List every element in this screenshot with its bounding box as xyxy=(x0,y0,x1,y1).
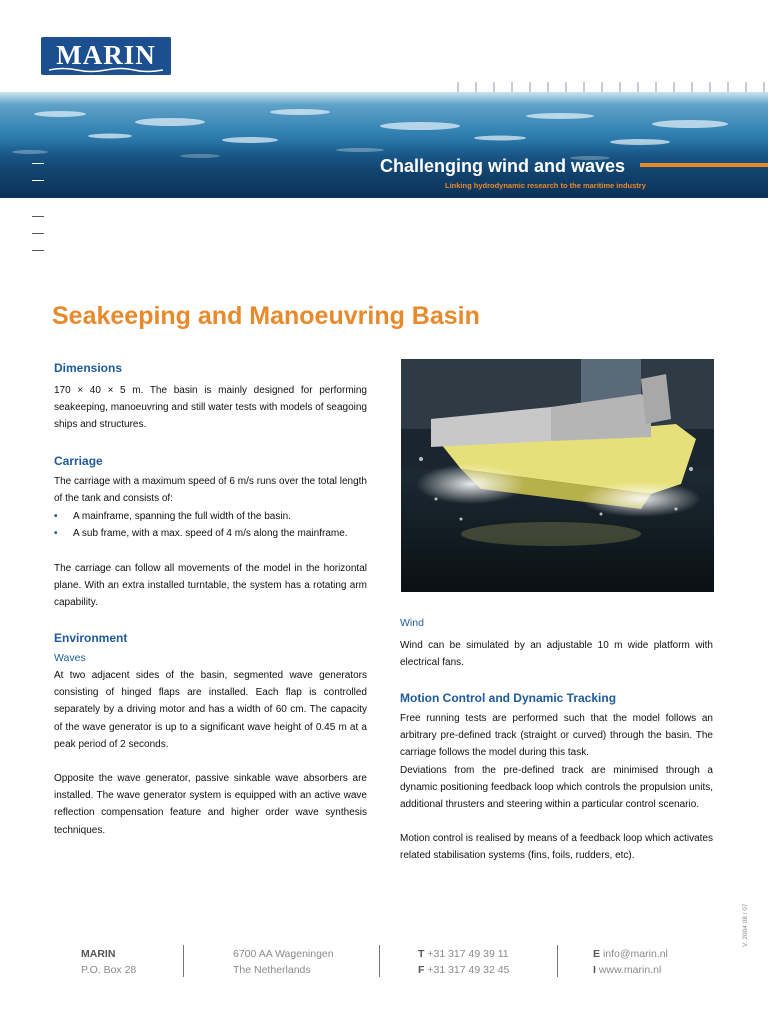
motion-heading: Motion Control and Dynamic Tracking xyxy=(400,691,617,705)
sea-banner xyxy=(0,92,768,198)
margin-dash xyxy=(32,233,44,234)
footer-e-label: E xyxy=(593,948,601,960)
margin-dash xyxy=(32,180,44,181)
footer-contact xyxy=(593,947,668,978)
carriage-heading: Carriage xyxy=(54,454,103,468)
carriage-text: The carriage can follow all movements of the model in the horizontal plane. With an extra installed turntable, the system has a rotating arm capability. xyxy=(54,563,367,609)
footer-phones xyxy=(418,947,509,978)
sea-image xyxy=(0,92,768,198)
margin-dash xyxy=(32,216,44,217)
version-stamp: V. 2004 08 / 07 xyxy=(742,903,749,947)
marin-logo xyxy=(41,37,171,75)
carriage-intro: The carriage with a maximum speed of 6 m/s runs over the total length of the tank and consists of: xyxy=(54,476,367,505)
footer-address-line2: The Netherlands xyxy=(233,963,311,976)
carriage-bullet-list xyxy=(54,508,374,542)
footer-divider xyxy=(379,945,380,977)
dimensions-text: 170 × 40 × 5 m. The basin is mainly designed for performing seakeeping, manoeuvring and still water tests with models of seagoing ships and structures. xyxy=(54,385,367,431)
motion-text-2: Deviations from the pre-defined track are minimised through a dynamic positioning feedback loop which controls the propulsion units, additional thrusters and steering within a particular control scenario. xyxy=(400,765,713,811)
banner-subtitle: Linking hydrodynamic research to the maritime industry xyxy=(445,181,646,190)
margin-dash xyxy=(32,163,44,164)
footer-phone: +31 317 49 39 11 xyxy=(427,948,509,960)
waves-text-2: Opposite the wave generator, passive sinkable wave absorbers are installed. The wave generator system is equipped with an active wave reflection compensation feature and higher order wave synthesis techniques. xyxy=(54,773,367,836)
list-item: • A mainframe, spanning the full width of the basin. xyxy=(54,508,374,525)
wind-heading: Wind xyxy=(400,617,424,629)
footer-divider xyxy=(557,945,558,977)
margin-dash xyxy=(32,250,44,251)
footer-org-name: MARIN xyxy=(81,948,116,960)
footer-fax: +31 317 49 32 45 xyxy=(427,963,510,976)
footer-i-label: I xyxy=(593,963,596,976)
footer-email-link[interactable]: info@marin.nl xyxy=(602,948,668,960)
logo-wave-icon xyxy=(49,67,163,73)
waves-text-1: At two adjacent sides of the basin, segmented wave generators consisting of hinged flaps are installed. Each flap is controlled separately by a driving motor and has a width of 60 cm. The capacity of the wave generator is up to a significant wave height of 0.45 m at a peak period of 2 seconds. xyxy=(54,670,367,750)
tagline-accent-bar xyxy=(640,163,768,167)
dimensions-heading: Dimensions xyxy=(54,361,123,375)
footer-f-label: F xyxy=(418,963,425,976)
logo-text: MARIN xyxy=(56,40,156,70)
ship-model-image xyxy=(401,359,714,592)
footer-divider xyxy=(183,945,184,977)
motion-text-1: Free running tests are performed such that the model follows an arbitrary pre-defined track (straight or curved) through the basin. The carriage follows the model during this task. xyxy=(400,713,713,759)
environment-heading: Environment xyxy=(54,631,128,645)
wind-text: Wind can be simulated by an adjustable 10 m wide platform with electrical fans. xyxy=(400,640,713,669)
motion-text-3: Motion control is realised by means of a feedback loop which activates related stabilisation systems (fins, foils, rudders, etc). xyxy=(400,833,713,862)
footer-org xyxy=(81,947,136,978)
footer-address-line1: 6700 AA Wageningen xyxy=(233,948,334,960)
footer-po-box: P.O. Box 28 xyxy=(81,963,137,976)
footer-address xyxy=(233,947,334,978)
waves-heading: Waves xyxy=(54,652,86,664)
ship-model-photo xyxy=(401,359,714,592)
page-title: Seakeeping and Manoeuvring Basin xyxy=(52,302,480,330)
banner-title: Challenging wind and waves xyxy=(380,156,626,176)
footer-t-label: T xyxy=(418,948,425,960)
ruler-ticks xyxy=(455,82,768,92)
footer-web-link[interactable]: www.marin.nl xyxy=(598,963,662,976)
list-item: • A sub frame, with a max. speed of 4 m/s along the mainframe. xyxy=(54,525,374,542)
